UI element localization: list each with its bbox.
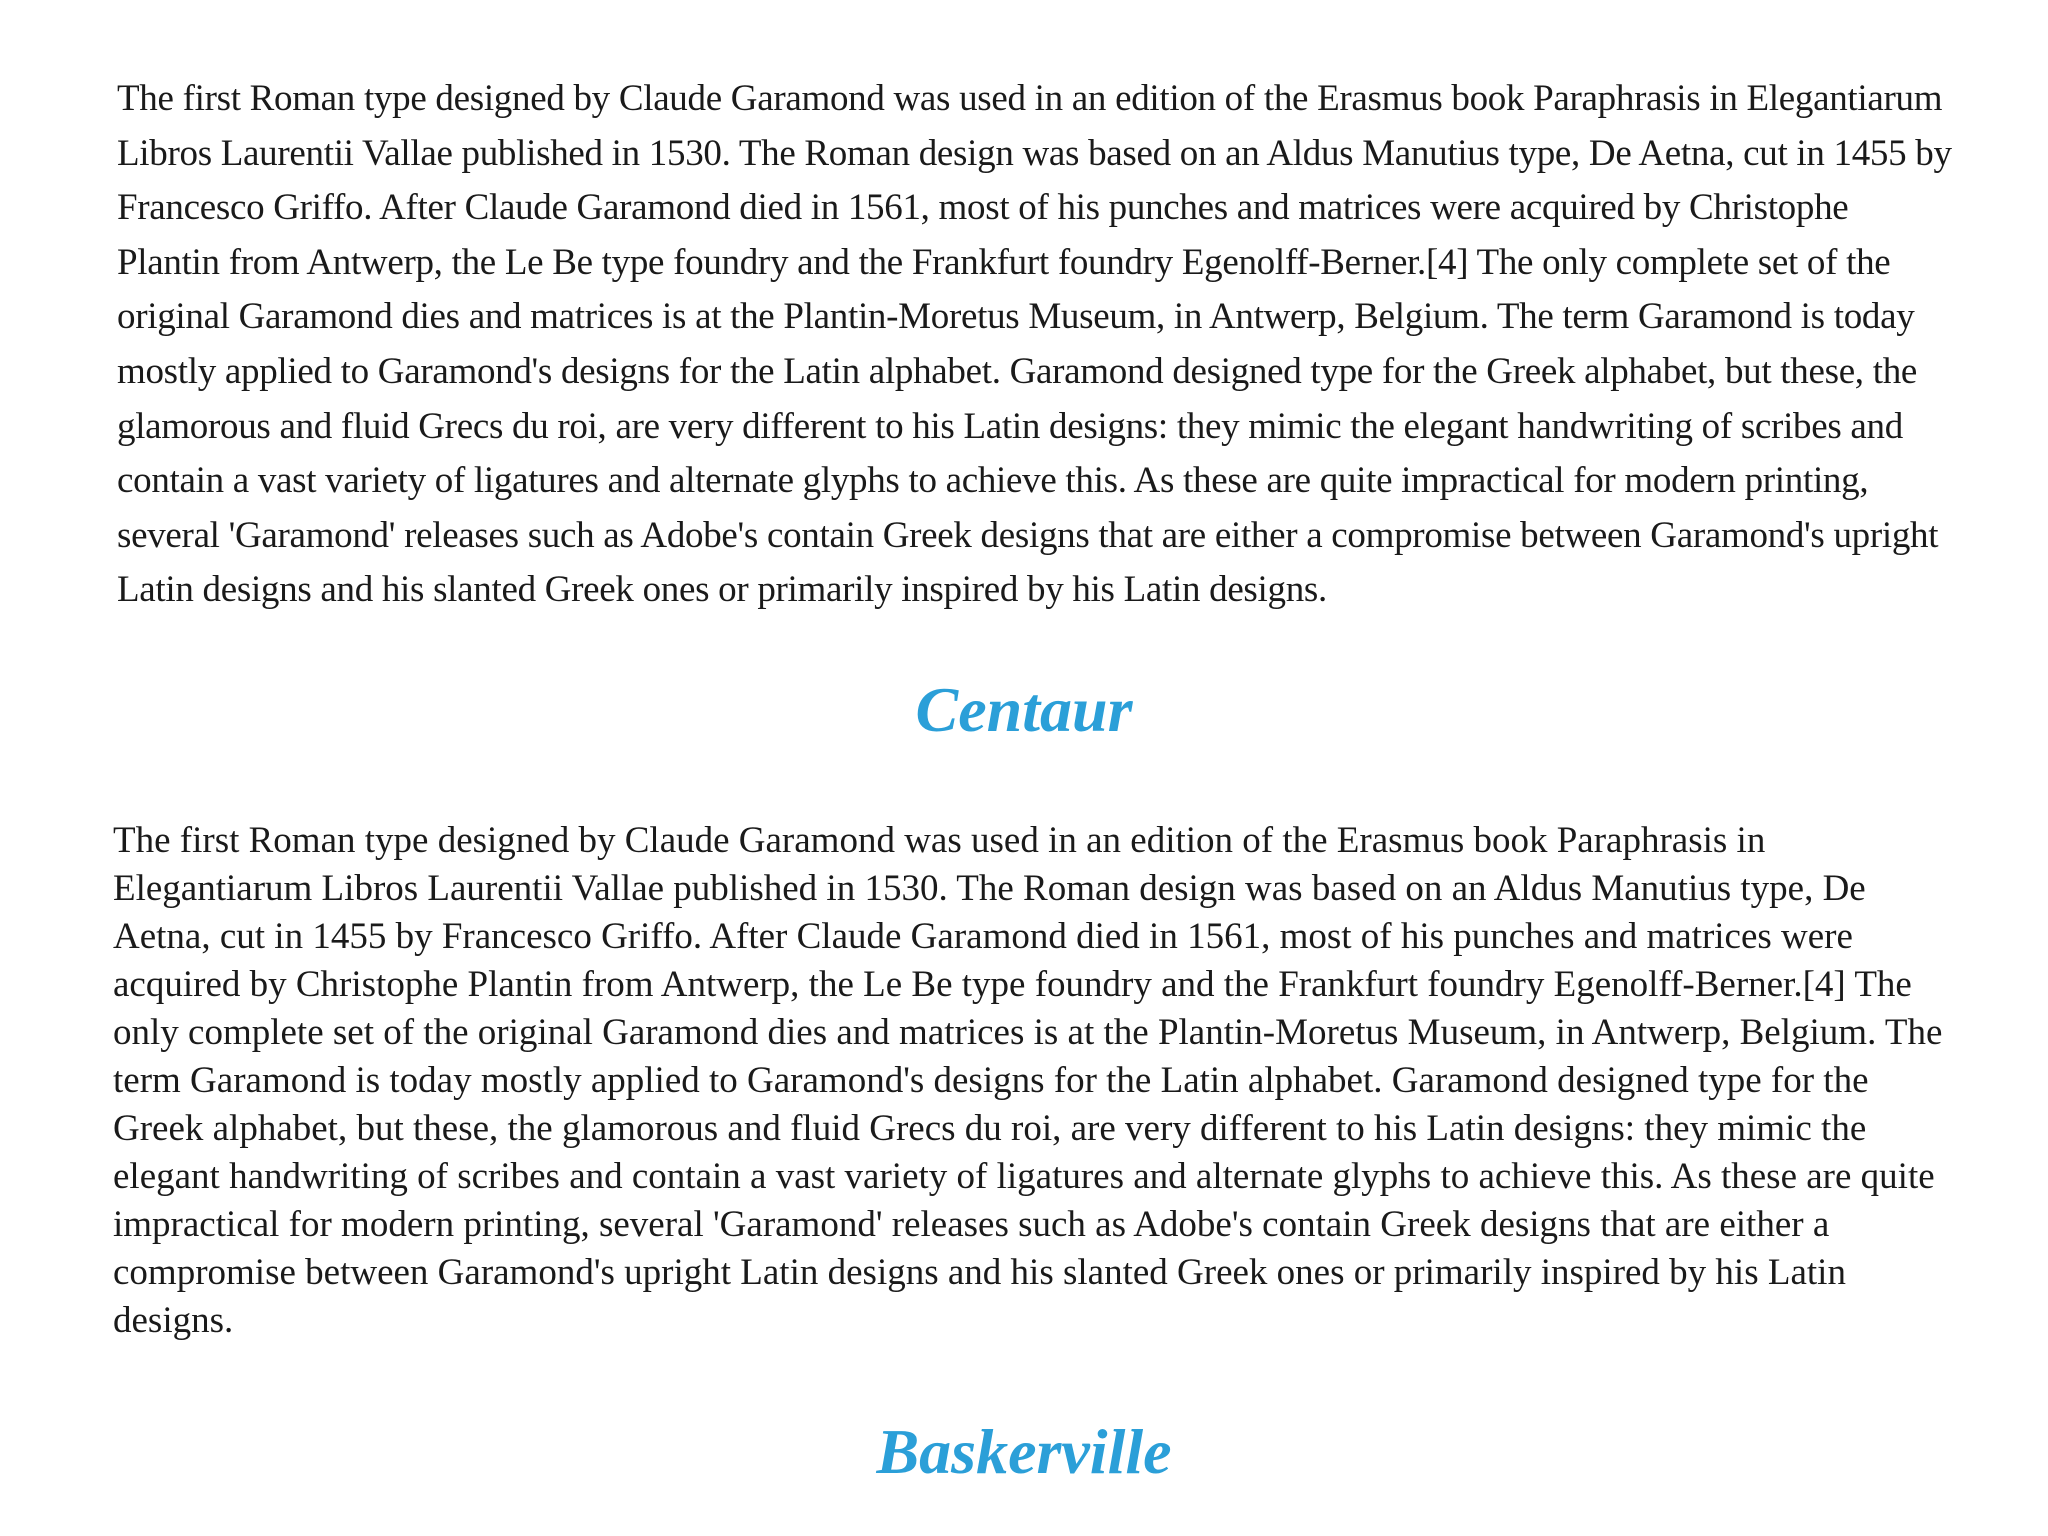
font-name-caption-baskerville: Baskerville [876,1416,1172,1487]
font-sample-paragraph-baskerville: The first Roman type designed by Claude Garamond was used in an edition of the Erasmus book Paraphrasis in Elegantiarum Libros Laurentii Vallae published in 1530. The Roman design was based on an Aldus Manutius type, De Aetna, cut in 1455 by Francesco Griffo. After Claude Garamond died in 1561, most of his punches and matrices were acquired by Christophe Plantin from Antwerp, the Le Be type foundry and the Frankfurt foundry Egenolff-Berner.[4] The only complete set of the original Garamond dies and matrices is at the Plantin-Moretus Museum, in Antwerp, Belgium. The term Garamond is today mostly applied to Garamond's designs for the Latin alphabet. Garamond designed type for the Greek alphabet, but these, the glamorous and fluid Grecs du roi, are very different to his Latin designs: they mimic the elegant handwriting of scribes and contain a vast variety of ligatures and alternate glyphs to achieve this. As these are quite impractical for modern printing, several 'Garamond' releases such as Adobe's contain Greek designs that are either a compromise between Garamond's upright Latin designs and his slanted Greek ones or primarily inspired by his Latin designs. [113,820,1943,1341]
font-sample-paragraph-centaur: The first Roman type designed by Claude Garamond was used in an edition of the Erasmus book Paraphrasis in Elegantiarum Libros Laurentii Vallae published in 1530. The Roman design was based on an Aldus Manutius type, De Aetna, cut in 1455 by Francesco Griffo. After Claude Garamond died in 1561, most of his punches and matrices were acquired by Christophe Plantin from Antwerp, the Le Be type foundry and the Frankfurt foundry Egenolff-Berner.[4] The only complete set of the original Garamond dies and matrices is at the Plantin-Moretus Museum, in Antwerp, Belgium. The term Garamond is today mostly applied to Garamond's designs for the Latin alphabet. Garamond designed type for the Greek alphabet, but these, the glamorous and fluid Grecs du roi, are very different to his Latin designs: they mimic the elegant handwriting of scribes and contain a vast variety of ligatures and alternate glyphs to achieve this. As these are quite impractical for modern printing, several 'Garamond' releases such as Adobe's contain Greek designs that are either a compromise between Garamond's upright Latin designs and his slanted Greek ones or primarily inspired by his Latin designs. [117,78,1952,611]
font-name-caption-centaur: Centaur [915,674,1133,745]
